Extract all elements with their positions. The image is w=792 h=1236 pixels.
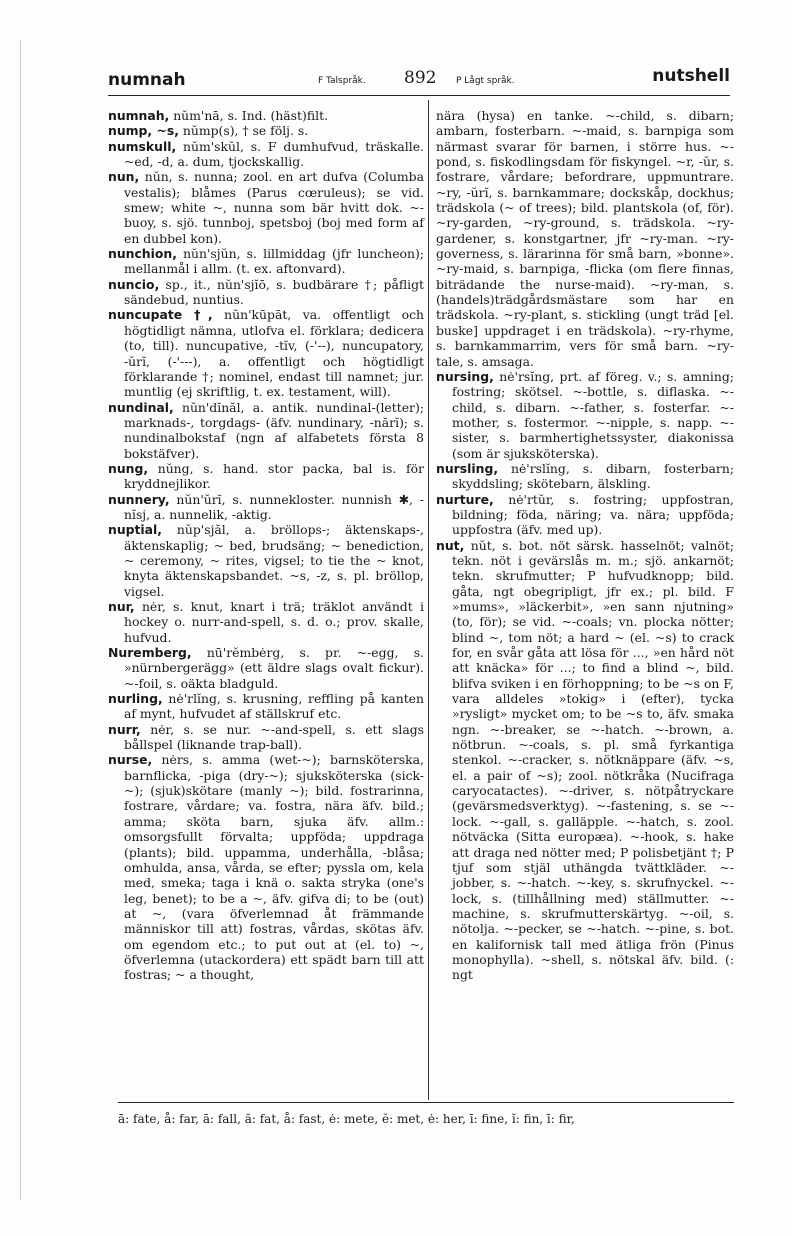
entry-headword: nunchion, xyxy=(108,246,177,262)
entry-headword: nung, xyxy=(108,460,149,476)
dictionary-entry xyxy=(436,108,734,369)
entry-headword: nurr, xyxy=(108,721,141,737)
entry-headword: nun, xyxy=(108,169,140,185)
dictionary-entry xyxy=(108,599,424,645)
dictionary-entry xyxy=(108,722,424,753)
dictionary-entry xyxy=(436,369,734,461)
dictionary-entry xyxy=(108,169,424,246)
entry-definition: nära (hysa) en tanke. ~-child, s. dibarn; ambarn, fosterbarn. ~-maid, s. barnpiga som närmast svarar för barnen, i större hus. ~-pond, s. fiskodlingsdam för fiskyngel. ~r, -ŭr, s. fostrare, vårdare; befordrare, uppmuntrare. ~ry, -ŭrĭ, s. barnkammare; dockskåp, dockhus; trädskola (~ of trees); bild. plantskola (of, för). ~ry-garden, ~ry-ground, s. trädskola. ~ry-gardener, s. konstgartner, jfr ~ry-man. ~ry-governess, s. lärarinna för små barn, »bonne». ~ry-maid, s. barnpiga, -flicka (om flere finnas, biträdande the nurse-maid). ~ry-man, s. (handels)trädgårdsmästare som har en trädskola. ~ry-plant, s. stickling (ungt träd [el. buske] uppdraget i en trädskola). ~ry-rhyme, s. barnkammarrim, vers för små barn. ~ry-tale, s. amsaga. xyxy=(436,108,734,369)
dictionary-entry xyxy=(108,123,424,138)
right-column xyxy=(436,108,734,983)
entry-definition: sp., it., nŭn'sjĭō, s. budbärare †; påfligt sändebud, nuntius. xyxy=(124,276,424,308)
footer-rule xyxy=(118,1102,734,1103)
dictionary-entry xyxy=(108,400,424,461)
entry-definition: nėr, s. se nur. ~-and-spell, s. ett slags bållspel (liknande trap-ball). xyxy=(124,721,424,753)
left-column xyxy=(108,108,424,983)
dictionary-entry xyxy=(108,139,424,170)
entry-definition: nė'rtŭr, s. fostring; uppfostran, bildning; föda, näring; va. nära; uppföda; uppfostra (äfv. med up). xyxy=(452,491,734,538)
dictionary-entry xyxy=(108,522,424,599)
entry-headword: nurture, xyxy=(436,491,494,507)
entry-definition: nū'rĕmbėrg, s. pr. ~-egg, s. »nürnbergerägg» (ett äldre slags ovalt fickur). ~-foil, s. oäkta bladguld. xyxy=(124,645,424,691)
entry-definition: nė'rlĭng, s. krusning, reffling på kanten af mynt, hufvudet af ställskruf etc. xyxy=(124,691,424,722)
entry-definition: nŭmp(s), † se följ. s. xyxy=(178,123,309,139)
entry-headword: numnah, xyxy=(108,108,170,123)
dictionary-entry xyxy=(108,492,424,523)
entry-headword: nursing, xyxy=(436,368,494,384)
column-divider xyxy=(428,100,429,1100)
dictionary-entry xyxy=(108,246,424,277)
entry-definition: nė'rsĭng, prt. af föreg. v.; s. amning; fostring; skötsel. ~-bottle, s. diflaska. ~-child, s. dibarn. ~-father, s. fosterfar. ~-mother, s. fostermor. ~-nipple, s. napp. ~-sister, s. barmhertighetssyster, diakonissa (som är sjuksköterska). xyxy=(452,368,734,461)
header-left-word: numnah xyxy=(108,70,186,90)
entry-definition: nŭn'sjŭn, s. lillmiddag (jfr luncheon); mellanmål i allm. (t. ex. aftonvard). xyxy=(124,246,424,277)
entry-headword: Nuremberg, xyxy=(108,645,192,661)
entry-definition: nŭm'nā, s. Ind. (häst)filt. xyxy=(169,108,329,123)
dictionary-entry xyxy=(436,492,734,538)
entry-headword: numskull, xyxy=(108,138,177,154)
header-right-word: nutshell xyxy=(652,66,730,86)
entry-definition: nŭn'kūpāt, va. offentligt och högtidligt nämna, utlofva el. förklara; dedicera (to, till). nuncupative, -tĭv, (-'--), nuncupatory, -ŭrĭ, (-'---), a. offentligt och högtidligt förklarande †; nominel, endast till namnet; jur. muntlig (ej skriftlig, t. ex. testament, will). xyxy=(124,307,424,400)
entry-definition: nŭm'skŭl, s. F dumhufvud, träskalle. ~ed, -d, a. dum, tjockskallig. xyxy=(124,138,424,170)
dictionary-entry xyxy=(108,691,424,722)
entry-headword: nurse, xyxy=(108,752,153,768)
page-header xyxy=(108,64,730,94)
entry-definition: nŭt, s. bot. nöt särsk. hasselnöt; valnöt; tekn. nöt i gevärslås m. m.; sjö. ankarnöt; tekn. skrufmutter; P hufvudknopp; bild. gåta, ngt obegripligt, jfr ex.; pl. bild. F »mums», »läckerbit», »en sann njutning» (to, för); se vid. ~-coals; vn. plocka nötter; blind ~, tom nöt; a hard ~ (el. ~s) to crack for, en svår gåta att lösa för ..., »en hård nöt att knäcka» för ...; to find a blind ~, bild. blifva sviken i en förhoppning; to be ~s on F, vara alldeles »tokig» i (efter), tycka »rysligt» mycket om; to be ~s to, äfv. smaka ngn. ~-breaker, se ~-hatch. ~-brown, a. nötbrun. ~-coals, s. pl. små fyrkantiga stenkol. ~-cracker, s. nötknäppare (äfv. ~s, el. a pair of ~s); zool. nötkråka (Nucifraga caryocatactes). ~-driver, s. nötpåtryckare (gevärsmedsverktyg). ~-fastening, s. se ~-lock. ~-gall, s. galläpple. ~-hatch, s. zool. nötväcka (Sitta europæa). ~-hook, s. hake att draga ned nötter med; P polisbetjänt †; P tjuf som stjäl uthängda tvättkläder. ~-jobber, s. ~-hatch. ~-key, s. skrufnyckel. ~-lock, s. (tillhållning med) ställmutter. ~-machine, s. skrufmutterskärtyg. ~-oil, s. nötolja. ~-pecker, se ~-hatch. ~-pine, s. bot. en kalifornisk tall med ätliga frön (Pinus monophylla). ~shell, s. nötskal äfv. bild. (: ngt xyxy=(452,537,734,983)
dictionary-entry xyxy=(108,752,424,982)
entry-headword: nur, xyxy=(108,599,135,614)
entry-definition: nė'rslĭng, s. dibarn, fosterbarn; skyddsling; skötebarn, älskling. xyxy=(452,460,734,492)
entry-definition: nŭn'ŭrĭ, s. nunnekloster. nunnish ✱, -nĭsj, a. nunnelik, -aktig. xyxy=(124,491,424,522)
entry-headword: nurling, xyxy=(108,691,163,707)
entry-headword: nuncupate †, xyxy=(108,307,213,323)
header-rule xyxy=(108,95,730,96)
entry-definition: nŭp'sjăl, a. bröllops-; äktenskaps-, äktenskaplig; ~ bed, brudsäng; ~ benediction, ~ ceremony, ~ rites, vigsel; to tie the ~ knot, knyta äktenskapsbandet. ~s, -z, s. pl. bröllop, vigsel. xyxy=(124,522,424,599)
entry-definition: nėrs, s. amma (wet-~); barnsköterska, barnflicka, -piga (dry-~); sjuksköterska (sick-~); (sjuk)skötare (manly ~); bild. fostrarinna, fostrare, vårdare; va. fostra, nära äfv. bild.; amma; sköta barn, sjuka äfv. allm.: omsorgsfullt förvalta; uppföda; uppdraga (plants); bild. uppamma, underhålla, -blåsa; omhulda, ansa, vårda, se efter; pyssla om, kela med, smeka; taga i knä o. sakta stryka (one's leg, benet); to be a ~, äfv. gifva di; to be (out) at ~, (vara öfverlemnad åt främmande människor till att) fostras, vårdas, skötas äfv. om egendom etc.; to put out at (el. to) ~, öfverlemna (utackordera) ett spädt barn till att fostras; ~ a thought, xyxy=(124,752,424,983)
dictionary-entry xyxy=(108,461,424,492)
entry-headword: nunnery, xyxy=(108,491,170,507)
dictionary-entry xyxy=(108,307,424,399)
dictionary-entry xyxy=(436,538,734,983)
dictionary-entry xyxy=(108,108,424,123)
entry-headword: nuptial, xyxy=(108,522,162,538)
entry-headword: nuncio, xyxy=(108,276,160,292)
entry-definition: nŭn'dĭnăl, a. antik. nundinal-(letter); marknads-, torgdags- (äfv. nundinary, -nărĭ); s. nundinalbokstaf (ngn af alfabetets första 8 bokstäfver). xyxy=(124,399,424,461)
entry-headword: nump, ~s, xyxy=(108,123,179,139)
entry-headword: nut, xyxy=(436,537,465,553)
dictionary-entry xyxy=(436,461,734,492)
entry-headword: nundinal, xyxy=(108,399,174,415)
header-left-label: F Talspråk. xyxy=(318,76,366,86)
entry-definition: nŭn, s. nunna; zool. en art dufva (Columba vestalis); blåmes (Parus cœruleus); se vid. smew; white ~, nunna som bär hvitt dok. ~-buoy, s. sjö. tunnboj, spetsboj (boj med form af en dubbel kon). xyxy=(124,169,424,246)
page-number: 892 xyxy=(404,68,437,88)
header-right-label: P Lågt språk. xyxy=(456,76,515,86)
entry-definition: nŭng, s. hand. stor packa, bal is. för kryddnejlikor. xyxy=(124,460,424,492)
entry-definition: nėr, s. knut, knart i trä; träklot användt i hockey o. nurr-and-spell, s. d. o.; prov. skalle, hufvud. xyxy=(124,599,424,645)
margin-rule xyxy=(20,40,21,1200)
dictionary-entry xyxy=(108,645,424,691)
entry-headword: nursling, xyxy=(436,460,499,476)
pronunciation-key: ā: fate, å: far, ā: fall, ă: fat, å: fast, ė: mete, ĕ: met, ė: her, ī: fine, ĭ: fin, ī: fir, xyxy=(118,1112,575,1126)
dictionary-entry xyxy=(108,277,424,308)
